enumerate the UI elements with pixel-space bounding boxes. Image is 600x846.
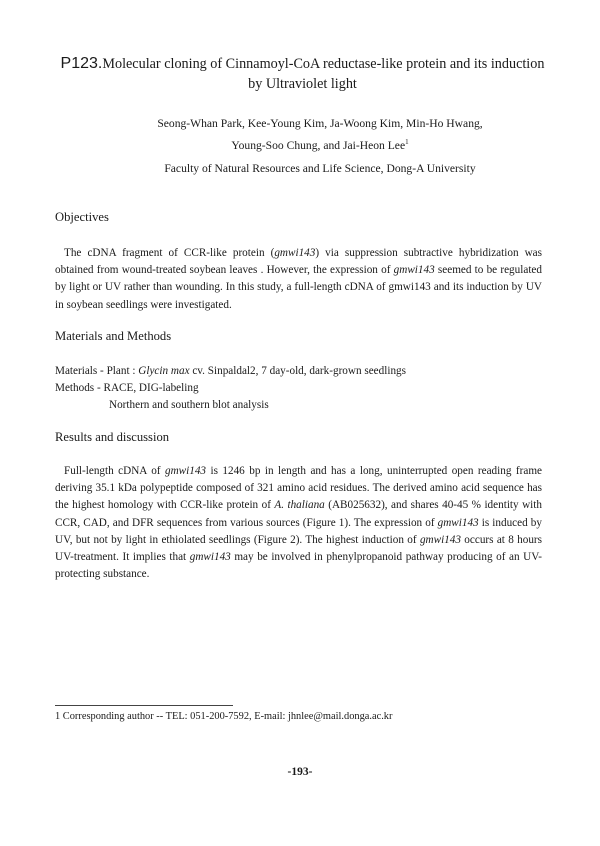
gene-name: gmwi143 xyxy=(165,465,207,477)
species-name: Glycin max xyxy=(138,365,190,377)
results-text-4: is induced by UV, but not by light in ethiolated seedlings (Figure 2). The highest induction of xyxy=(55,516,542,546)
affiliation: Faculty of Natural Resources and Life Science, Dong-A University xyxy=(164,162,476,175)
title-line-2: by Ultraviolet light xyxy=(248,76,357,92)
results-text-2: is 1246 bp in length and has a long, uninterrupted open reading frame deriving 35.1 kDa polypeptide composed of 321 amino acid residues. The derived amino acid sequence has the highest homology with CCR-like protein of xyxy=(55,465,542,512)
materials-line xyxy=(55,363,406,380)
footnote: 1 Corresponding author -- TEL: 051-200-7592, E-mail: jhnlee@mail.donga.ac.kr xyxy=(55,711,393,722)
objectives-text-2: ) via suppression subtractive hybridization was obtained from wound-treated soybean leaves . However, the expression of xyxy=(55,247,542,277)
objectives-text-1: The cDNA fragment of CCR-like protein ( xyxy=(64,247,275,259)
results-text-3: (AB025632), and shares 40-45 % identity with CCR, CAD, and DFR sequences from various sources (Figure 1). The expression of xyxy=(55,499,542,529)
gene-name: gmwi143 xyxy=(189,551,231,564)
results-heading: Results and discussion xyxy=(55,430,170,444)
methods-line-2: Northern and southern blot analysis xyxy=(109,399,269,412)
objectives-paragraph xyxy=(55,245,542,314)
footnote-rule xyxy=(55,705,233,706)
species-name: A. thaliana xyxy=(274,499,325,512)
gene-name: gmwi143 xyxy=(393,264,435,277)
methods-list xyxy=(55,363,406,415)
methods-heading: Materials and Methods xyxy=(55,329,172,343)
materials-label: Materials - Plant : xyxy=(55,365,139,377)
corresponding-author-mark: 1 xyxy=(405,138,409,146)
paper-title xyxy=(30,54,575,94)
author-list xyxy=(100,114,540,155)
title-line-1: Molecular cloning of Cinnamoyl-CoA reductase-like protein and its induction xyxy=(102,56,545,72)
objectives-heading: Objectives xyxy=(55,210,109,224)
authors-line-2: Young-Soo Chung, and Jai-Heon Lee xyxy=(231,138,406,152)
results-paragraph xyxy=(55,463,542,583)
materials-detail: cv. Sinpaldal2, 7 day-old, dark-grown seedlings xyxy=(189,365,406,377)
gene-name: gmwi143 xyxy=(274,247,316,259)
gene-name: gmwi143 xyxy=(437,516,479,529)
results-text-1: Full-length cDNA of xyxy=(64,465,165,477)
results-text-6: may be involved in phenylpropanoid pathway producing of an UV-protecting substance. xyxy=(55,551,542,581)
results-text-5: occurs at 8 hours UV-treatment. It implies that xyxy=(55,533,542,564)
abstract-code: P123. xyxy=(60,55,103,72)
methods-line: Methods - RACE, DIG-labeling xyxy=(55,382,199,395)
authors-line-1: Seong-Whan Park, Kee-Young Kim, Ja-Woong Kim, Min-Ho Hwang, xyxy=(157,117,483,130)
page-number: -193- xyxy=(287,766,313,778)
objectives-text-3: seemed to be regulated by light or UV rather than wounding. In this study, a full-length cDNA of gmwi143 and its induction by UV in soybean seedlings were investigated. xyxy=(55,264,542,311)
gene-name: gmwi143 xyxy=(419,533,461,546)
